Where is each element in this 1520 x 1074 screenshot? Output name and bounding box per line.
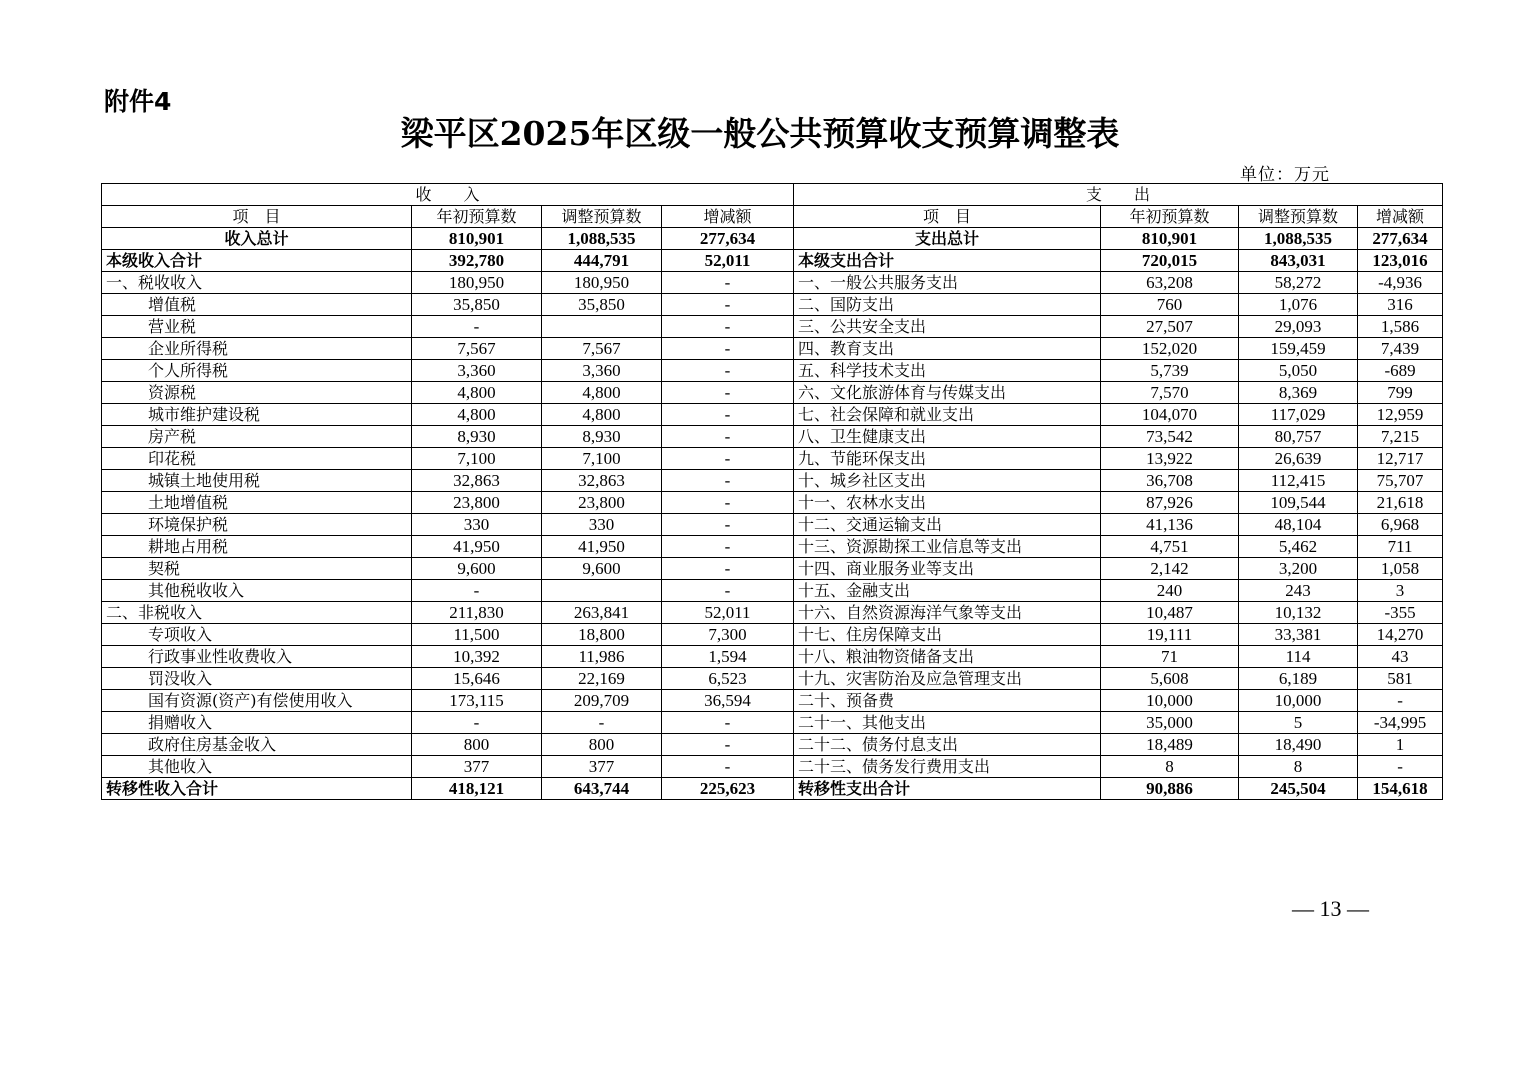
expense-change-cell: 7,439 bbox=[1358, 338, 1443, 360]
income-adjusted-cell: 330 bbox=[542, 514, 662, 536]
income-initial-cell: 7,567 bbox=[412, 338, 542, 360]
table-row bbox=[102, 360, 1443, 382]
income-item-cell: 其他税收收入 bbox=[102, 580, 412, 602]
income-initial-cell: 7,100 bbox=[412, 448, 542, 470]
income-change-cell: 7,300 bbox=[662, 624, 794, 646]
income-initial-cell: 32,863 bbox=[412, 470, 542, 492]
income-change-cell: 225,623 bbox=[662, 778, 794, 800]
expense-adjusted-cell: 1,088,535 bbox=[1239, 228, 1358, 250]
expense-change-cell: 21,618 bbox=[1358, 492, 1443, 514]
expense-adjusted-cell: 33,381 bbox=[1239, 624, 1358, 646]
expense-initial-cell: 41,136 bbox=[1101, 514, 1239, 536]
expense-change-cell: 581 bbox=[1358, 668, 1443, 690]
expense-initial-cell: 2,142 bbox=[1101, 558, 1239, 580]
income-adjusted-cell: 23,800 bbox=[542, 492, 662, 514]
expense-change-cell: -689 bbox=[1358, 360, 1443, 382]
income-item-cell: 收入总计 bbox=[102, 228, 412, 250]
expense-item-cell: 四、教育支出 bbox=[794, 338, 1101, 360]
income-item-cell: 营业税 bbox=[102, 316, 412, 338]
expense-item-cell: 支出总计 bbox=[794, 228, 1101, 250]
income-adjusted-cell: 4,800 bbox=[542, 382, 662, 404]
expense-change-cell: 3 bbox=[1358, 580, 1443, 602]
expense-initial-cell: 152,020 bbox=[1101, 338, 1239, 360]
expense-item-cell: 十八、粮油物资储备支出 bbox=[794, 646, 1101, 668]
expense-change-cell: - bbox=[1358, 756, 1443, 778]
income-item-cell: 一、税收收入 bbox=[102, 272, 412, 294]
income-adjusted-cell: 41,950 bbox=[542, 536, 662, 558]
income-change-cell: - bbox=[662, 580, 794, 602]
income-adjusted-cell: 22,169 bbox=[542, 668, 662, 690]
income-item-cell: 本级收入合计 bbox=[102, 250, 412, 272]
income-initial-cell: 35,850 bbox=[412, 294, 542, 316]
income-adjusted-cell: 209,709 bbox=[542, 690, 662, 712]
expense-change-cell: -355 bbox=[1358, 602, 1443, 624]
income-change-cell: - bbox=[662, 382, 794, 404]
attachment-label: 附件4 bbox=[104, 87, 172, 116]
income-item-cell: 印花税 bbox=[102, 448, 412, 470]
expense-item-cell: 十七、住房保障支出 bbox=[794, 624, 1101, 646]
expense-change-cell: -34,995 bbox=[1358, 712, 1443, 734]
expense-item-cell: 十四、商业服务业等支出 bbox=[794, 558, 1101, 580]
income-change-cell: 36,594 bbox=[662, 690, 794, 712]
col-expense-change: 增减额 bbox=[1358, 206, 1443, 228]
col-income-adjusted: 调整预算数 bbox=[542, 206, 662, 228]
col-expense-adjusted: 调整预算数 bbox=[1239, 206, 1358, 228]
income-initial-cell: - bbox=[412, 712, 542, 734]
income-change-cell: - bbox=[662, 712, 794, 734]
expense-adjusted-cell: 1,076 bbox=[1239, 294, 1358, 316]
income-item-cell: 房产税 bbox=[102, 426, 412, 448]
income-item-cell: 专项收入 bbox=[102, 624, 412, 646]
income-adjusted-cell: 3,360 bbox=[542, 360, 662, 382]
expense-item-cell: 转移性支出合计 bbox=[794, 778, 1101, 800]
income-change-cell: - bbox=[662, 734, 794, 756]
expense-change-cell: 7,215 bbox=[1358, 426, 1443, 448]
income-change-cell: 52,011 bbox=[662, 250, 794, 272]
expense-initial-cell: 19,111 bbox=[1101, 624, 1239, 646]
expense-change-cell: 12,717 bbox=[1358, 448, 1443, 470]
income-adjusted-cell: 643,744 bbox=[542, 778, 662, 800]
table-row bbox=[102, 624, 1443, 646]
income-initial-cell: 4,800 bbox=[412, 404, 542, 426]
income-change-cell: - bbox=[662, 756, 794, 778]
income-initial-cell: 173,115 bbox=[412, 690, 542, 712]
col-income-change: 增减额 bbox=[662, 206, 794, 228]
income-item-cell: 其他收入 bbox=[102, 756, 412, 778]
expense-adjusted-cell: 6,189 bbox=[1239, 668, 1358, 690]
expense-adjusted-cell: 48,104 bbox=[1239, 514, 1358, 536]
income-adjusted-cell: 263,841 bbox=[542, 602, 662, 624]
table-row bbox=[102, 646, 1443, 668]
income-adjusted-cell: 8,930 bbox=[542, 426, 662, 448]
expense-adjusted-cell: 243 bbox=[1239, 580, 1358, 602]
income-adjusted-cell: 9,600 bbox=[542, 558, 662, 580]
expense-initial-cell: 73,542 bbox=[1101, 426, 1239, 448]
expense-adjusted-cell: 114 bbox=[1239, 646, 1358, 668]
income-initial-cell: 15,646 bbox=[412, 668, 542, 690]
income-change-cell: 52,011 bbox=[662, 602, 794, 624]
table-row bbox=[102, 382, 1443, 404]
expense-initial-cell: 5,739 bbox=[1101, 360, 1239, 382]
expense-adjusted-cell: 8 bbox=[1239, 756, 1358, 778]
budget-table-body bbox=[102, 228, 1443, 800]
income-item-cell: 耕地占用税 bbox=[102, 536, 412, 558]
expense-initial-cell: 810,901 bbox=[1101, 228, 1239, 250]
income-adjusted-cell: 377 bbox=[542, 756, 662, 778]
expense-adjusted-cell: 18,490 bbox=[1239, 734, 1358, 756]
unit-label: 单位：万元 bbox=[1240, 165, 1330, 185]
income-item-cell: 个人所得税 bbox=[102, 360, 412, 382]
income-initial-cell: 800 bbox=[412, 734, 542, 756]
income-initial-cell: 41,950 bbox=[412, 536, 542, 558]
table-row bbox=[102, 712, 1443, 734]
expense-initial-cell: 90,886 bbox=[1101, 778, 1239, 800]
table-row bbox=[102, 514, 1443, 536]
expense-initial-cell: 13,922 bbox=[1101, 448, 1239, 470]
expense-item-cell: 十二、交通运输支出 bbox=[794, 514, 1101, 536]
income-item-cell: 转移性收入合计 bbox=[102, 778, 412, 800]
table-row bbox=[102, 668, 1443, 690]
expense-adjusted-cell: 10,132 bbox=[1239, 602, 1358, 624]
income-adjusted-cell: 4,800 bbox=[542, 404, 662, 426]
expense-initial-cell: 36,708 bbox=[1101, 470, 1239, 492]
expense-change-cell: 799 bbox=[1358, 382, 1443, 404]
income-change-cell: 277,634 bbox=[662, 228, 794, 250]
expense-initial-cell: 27,507 bbox=[1101, 316, 1239, 338]
section-header-row bbox=[102, 184, 1443, 206]
table-row bbox=[102, 580, 1443, 602]
expense-item-cell: 十一、农林水支出 bbox=[794, 492, 1101, 514]
expense-adjusted-cell: 58,272 bbox=[1239, 272, 1358, 294]
expense-change-cell: 14,270 bbox=[1358, 624, 1443, 646]
table-row bbox=[102, 470, 1443, 492]
table-row bbox=[102, 448, 1443, 470]
income-adjusted-cell: 18,800 bbox=[542, 624, 662, 646]
expense-adjusted-cell: 3,200 bbox=[1239, 558, 1358, 580]
expense-item-cell: 二十二、债务付息支出 bbox=[794, 734, 1101, 756]
expense-initial-cell: 10,000 bbox=[1101, 690, 1239, 712]
income-adjusted-cell: 32,863 bbox=[542, 470, 662, 492]
income-initial-cell: 377 bbox=[412, 756, 542, 778]
expense-change-cell: 123,016 bbox=[1358, 250, 1443, 272]
table-row bbox=[102, 536, 1443, 558]
table-row bbox=[102, 316, 1443, 338]
table-row bbox=[102, 250, 1443, 272]
expense-initial-cell: 7,570 bbox=[1101, 382, 1239, 404]
expense-initial-cell: 104,070 bbox=[1101, 404, 1239, 426]
expense-adjusted-cell: 159,459 bbox=[1239, 338, 1358, 360]
expense-initial-cell: 63,208 bbox=[1101, 272, 1239, 294]
expense-initial-cell: 720,015 bbox=[1101, 250, 1239, 272]
income-initial-cell: 330 bbox=[412, 514, 542, 536]
income-initial-cell: 9,600 bbox=[412, 558, 542, 580]
table-row bbox=[102, 338, 1443, 360]
expense-change-cell: 6,968 bbox=[1358, 514, 1443, 536]
income-initial-cell: 392,780 bbox=[412, 250, 542, 272]
expense-item-cell: 二十一、其他支出 bbox=[794, 712, 1101, 734]
expense-adjusted-cell: 5 bbox=[1239, 712, 1358, 734]
income-change-cell: - bbox=[662, 536, 794, 558]
expense-change-cell: 43 bbox=[1358, 646, 1443, 668]
expense-item-cell: 二十、预备费 bbox=[794, 690, 1101, 712]
expense-change-cell: 1,586 bbox=[1358, 316, 1443, 338]
expense-item-cell: 三、公共安全支出 bbox=[794, 316, 1101, 338]
expense-adjusted-cell: 5,050 bbox=[1239, 360, 1358, 382]
expense-adjusted-cell: 8,369 bbox=[1239, 382, 1358, 404]
expense-item-cell: 九、节能环保支出 bbox=[794, 448, 1101, 470]
expense-initial-cell: 240 bbox=[1101, 580, 1239, 602]
income-item-cell: 资源税 bbox=[102, 382, 412, 404]
income-initial-cell: 211,830 bbox=[412, 602, 542, 624]
expense-item-cell: 本级支出合计 bbox=[794, 250, 1101, 272]
income-change-cell: - bbox=[662, 426, 794, 448]
income-initial-cell: 10,392 bbox=[412, 646, 542, 668]
expense-change-cell: 154,618 bbox=[1358, 778, 1443, 800]
expense-item-cell: 十六、自然资源海洋气象等支出 bbox=[794, 602, 1101, 624]
col-expense-initial: 年初预算数 bbox=[1101, 206, 1239, 228]
expense-change-cell: 711 bbox=[1358, 536, 1443, 558]
expense-adjusted-cell: 245,504 bbox=[1239, 778, 1358, 800]
table-row bbox=[102, 492, 1443, 514]
income-adjusted-cell bbox=[542, 580, 662, 602]
expense-change-cell: 316 bbox=[1358, 294, 1443, 316]
income-change-cell: - bbox=[662, 470, 794, 492]
expense-adjusted-cell: 109,544 bbox=[1239, 492, 1358, 514]
table-row bbox=[102, 756, 1443, 778]
income-adjusted-cell bbox=[542, 316, 662, 338]
income-initial-cell: 4,800 bbox=[412, 382, 542, 404]
budget-table bbox=[101, 183, 1443, 800]
income-adjusted-cell: 7,567 bbox=[542, 338, 662, 360]
income-adjusted-cell: 800 bbox=[542, 734, 662, 756]
expense-change-cell: - bbox=[1358, 690, 1443, 712]
income-item-cell: 捐赠收入 bbox=[102, 712, 412, 734]
expense-item-cell: 十、城乡社区支出 bbox=[794, 470, 1101, 492]
expense-initial-cell: 35,000 bbox=[1101, 712, 1239, 734]
expense-initial-cell: 4,751 bbox=[1101, 536, 1239, 558]
table-row bbox=[102, 404, 1443, 426]
expense-initial-cell: 10,487 bbox=[1101, 602, 1239, 624]
expense-adjusted-cell: 843,031 bbox=[1239, 250, 1358, 272]
income-item-cell: 契税 bbox=[102, 558, 412, 580]
income-adjusted-cell: 180,950 bbox=[542, 272, 662, 294]
income-change-cell: - bbox=[662, 294, 794, 316]
income-item-cell: 罚没收入 bbox=[102, 668, 412, 690]
income-item-cell: 二、非税收入 bbox=[102, 602, 412, 624]
expense-change-cell: 277,634 bbox=[1358, 228, 1443, 250]
table-row bbox=[102, 272, 1443, 294]
income-change-cell: - bbox=[662, 360, 794, 382]
expense-initial-cell: 8 bbox=[1101, 756, 1239, 778]
column-header-row bbox=[102, 206, 1443, 228]
income-adjusted-cell: 444,791 bbox=[542, 250, 662, 272]
table-row bbox=[102, 228, 1443, 250]
table-row bbox=[102, 690, 1443, 712]
expense-initial-cell: 71 bbox=[1101, 646, 1239, 668]
expense-adjusted-cell: 112,415 bbox=[1239, 470, 1358, 492]
income-change-cell: 1,594 bbox=[662, 646, 794, 668]
income-item-cell: 增值税 bbox=[102, 294, 412, 316]
income-item-cell: 城市维护建设税 bbox=[102, 404, 412, 426]
income-item-cell: 行政事业性收费收入 bbox=[102, 646, 412, 668]
expense-change-cell: 1 bbox=[1358, 734, 1443, 756]
expense-adjusted-cell: 80,757 bbox=[1239, 426, 1358, 448]
income-item-cell: 政府住房基金收入 bbox=[102, 734, 412, 756]
income-adjusted-cell: 35,850 bbox=[542, 294, 662, 316]
table-row bbox=[102, 294, 1443, 316]
expense-item-cell: 一、一般公共服务支出 bbox=[794, 272, 1101, 294]
income-initial-cell: 11,500 bbox=[412, 624, 542, 646]
expense-item-cell: 二、国防支出 bbox=[794, 294, 1101, 316]
income-item-cell: 土地增值税 bbox=[102, 492, 412, 514]
income-item-cell: 城镇土地使用税 bbox=[102, 470, 412, 492]
income-initial-cell: - bbox=[412, 316, 542, 338]
income-section-header: 收 入 bbox=[102, 184, 794, 206]
income-item-cell: 环境保护税 bbox=[102, 514, 412, 536]
expense-change-cell: 12,959 bbox=[1358, 404, 1443, 426]
income-adjusted-cell: - bbox=[542, 712, 662, 734]
income-initial-cell: 23,800 bbox=[412, 492, 542, 514]
expense-item-cell: 五、科学技术支出 bbox=[794, 360, 1101, 382]
col-expense-item: 项 目 bbox=[794, 206, 1101, 228]
expense-initial-cell: 5,608 bbox=[1101, 668, 1239, 690]
income-change-cell: - bbox=[662, 514, 794, 536]
income-item-cell: 国有资源(资产)有偿使用收入 bbox=[102, 690, 412, 712]
expense-item-cell: 二十三、债务发行费用支出 bbox=[794, 756, 1101, 778]
income-initial-cell: 3,360 bbox=[412, 360, 542, 382]
page-title: 梁平区2025年区级一般公共预算收支预算调整表 bbox=[400, 114, 1120, 153]
expense-adjusted-cell: 117,029 bbox=[1239, 404, 1358, 426]
table-row bbox=[102, 734, 1443, 756]
income-change-cell: 6,523 bbox=[662, 668, 794, 690]
income-adjusted-cell: 7,100 bbox=[542, 448, 662, 470]
expense-item-cell: 十三、资源勘探工业信息等支出 bbox=[794, 536, 1101, 558]
expense-initial-cell: 760 bbox=[1101, 294, 1239, 316]
income-initial-cell: - bbox=[412, 580, 542, 602]
expense-initial-cell: 18,489 bbox=[1101, 734, 1239, 756]
expense-item-cell: 十五、金融支出 bbox=[794, 580, 1101, 602]
expense-item-cell: 十九、灾害防治及应急管理支出 bbox=[794, 668, 1101, 690]
income-initial-cell: 180,950 bbox=[412, 272, 542, 294]
income-change-cell: - bbox=[662, 404, 794, 426]
col-income-initial: 年初预算数 bbox=[412, 206, 542, 228]
expense-item-cell: 七、社会保障和就业支出 bbox=[794, 404, 1101, 426]
income-change-cell: - bbox=[662, 492, 794, 514]
income-initial-cell: 810,901 bbox=[412, 228, 542, 250]
income-change-cell: - bbox=[662, 272, 794, 294]
income-change-cell: - bbox=[662, 448, 794, 470]
income-item-cell: 企业所得税 bbox=[102, 338, 412, 360]
expense-initial-cell: 87,926 bbox=[1101, 492, 1239, 514]
expense-item-cell: 八、卫生健康支出 bbox=[794, 426, 1101, 448]
expense-adjusted-cell: 10,000 bbox=[1239, 690, 1358, 712]
expense-adjusted-cell: 29,093 bbox=[1239, 316, 1358, 338]
table-row bbox=[102, 778, 1443, 800]
income-change-cell: - bbox=[662, 338, 794, 360]
expense-section-header: 支 出 bbox=[794, 184, 1443, 206]
page-number: — 13 — bbox=[1292, 896, 1369, 921]
income-adjusted-cell: 1,088,535 bbox=[542, 228, 662, 250]
income-initial-cell: 418,121 bbox=[412, 778, 542, 800]
expense-adjusted-cell: 5,462 bbox=[1239, 536, 1358, 558]
table-row bbox=[102, 426, 1443, 448]
income-adjusted-cell: 11,986 bbox=[542, 646, 662, 668]
income-initial-cell: 8,930 bbox=[412, 426, 542, 448]
expense-adjusted-cell: 26,639 bbox=[1239, 448, 1358, 470]
income-change-cell: - bbox=[662, 316, 794, 338]
expense-change-cell: 75,707 bbox=[1358, 470, 1443, 492]
income-change-cell: - bbox=[662, 558, 794, 580]
table-row bbox=[102, 558, 1443, 580]
col-income-item: 项 目 bbox=[102, 206, 412, 228]
table-row bbox=[102, 602, 1443, 624]
expense-change-cell: -4,936 bbox=[1358, 272, 1443, 294]
expense-change-cell: 1,058 bbox=[1358, 558, 1443, 580]
expense-item-cell: 六、文化旅游体育与传媒支出 bbox=[794, 382, 1101, 404]
